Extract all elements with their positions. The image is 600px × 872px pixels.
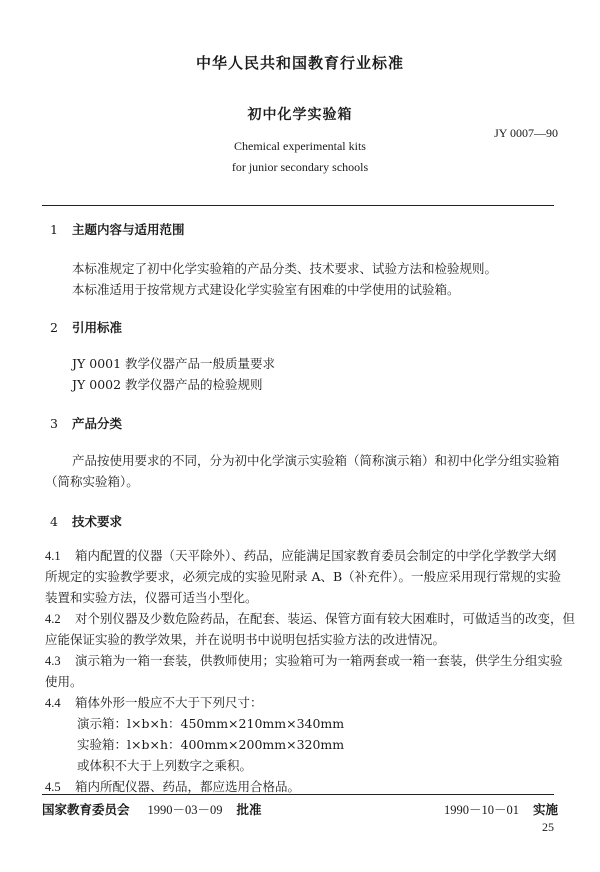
clause-4-1-line-1 (45, 545, 556, 567)
standard-number: JY 0007—90 (494, 126, 558, 140)
clause-4-1-number: 4.1 (45, 549, 61, 563)
section-1-paragraph-2: 本标准适用于按常规方式建设化学实验室有困难的中学使用的试验箱。 (72, 282, 460, 297)
clause-4-1-text-1: 箱内配置的仪器（天平除外）、药品，应能满足国家教育委员会制定的中学化学教学大纲 (75, 548, 557, 563)
clause-4-2-line-2: 应能保证实验的教学效果，并在说明书中说明包括实验方法的改进情况。 (45, 632, 446, 647)
section-1-heading (50, 220, 185, 238)
implementation-label: 实施 (532, 802, 558, 817)
approval-label: 批准 (236, 802, 262, 817)
section-2-number: 2 (50, 320, 58, 335)
section-4-number: 4 (50, 514, 58, 529)
section-2-title: 引用标准 (72, 320, 123, 335)
clause-4-2-text-1: 对个别仪器及少数危险药品，在配套、装运、保管方面有较大困难时，可做适当的改变，但 (75, 611, 576, 626)
footer-divider (42, 794, 554, 795)
section-3-paragraph-line-1: 产品按使用要求的不同，分为初中化学演示实验箱（简称演示箱）和初中化学分组实验箱 (72, 453, 560, 468)
implementation-line (444, 800, 558, 818)
clause-4-3-line-2: 使用。 (45, 674, 83, 689)
clause-4-4-text-1: 箱体外形一般应不大于下列尺寸： (75, 695, 263, 710)
reference-jy0001: JY 0001 教学仪器产品一般质量要求 (72, 356, 276, 371)
reference-jy0002: JY 0002 教学仪器产品的检验规则 (72, 377, 263, 392)
page-number: 25 (542, 820, 554, 834)
clause-4-1-line-2: 所规定的实验教学要求，必须完成的实验见附录 A、B（补充件）。一般应采用现行常规的实验 (45, 569, 561, 584)
implementation-date: 1990－10－01 (443, 803, 519, 817)
english-title-line-2: for junior secondary schools (231, 160, 369, 174)
approval-date: 1990－03－09 (147, 803, 223, 817)
section-2-heading (50, 318, 122, 336)
section-1-number: 1 (50, 222, 58, 237)
clause-4-3-text-1: 演示箱为一箱一套装，供教师使用；实验箱可为一箱两套或一箱一套装，供学生分组实验 (75, 653, 563, 668)
section-1-title: 主题内容与适用范围 (72, 222, 185, 237)
document-title: 初中化学实验箱 (247, 107, 353, 123)
clause-4-4-number: 4.4 (45, 696, 61, 710)
issuing-authority: 国家教育委员会 (42, 802, 130, 817)
clause-4-4-demo-box-size: 演示箱：l×b×h：450mm×210mm×340mm (77, 716, 345, 731)
approval-line (42, 800, 262, 818)
section-1-paragraph-1: 本标准规定了初中化学实验箱的产品分类、技术要求、试验方法和检验规则。 (72, 261, 498, 276)
clause-4-1-line-3: 装置和实验方法，仪器可适当小型化。 (45, 590, 258, 605)
clause-4-3-line-1 (45, 650, 563, 672)
clause-4-4-line-1 (45, 692, 263, 714)
clause-4-5-text-1: 箱内所配仪器、药品，都应选用合格品。 (75, 779, 301, 794)
issuing-category-title: 中华人民共和国教育行业标准 (195, 54, 404, 72)
clause-4-4-experiment-box-size: 实验箱：l×b×h：400mm×200mm×320mm (77, 737, 345, 752)
section-3-number: 3 (50, 416, 58, 431)
clause-4-3-number: 4.3 (45, 654, 61, 668)
section-4-title: 技术要求 (72, 514, 123, 529)
english-title-line-1: Chemical experimental kits (234, 139, 366, 153)
section-3-title: 产品分类 (72, 416, 123, 431)
section-3-paragraph-line-2: （简称实验箱）。 (45, 474, 139, 489)
clause-4-2-number: 4.2 (45, 612, 61, 626)
clause-4-5-number: 4.5 (45, 780, 61, 794)
section-3-heading (50, 414, 122, 432)
clause-4-2-line-1 (45, 608, 575, 630)
section-4-heading (50, 512, 122, 530)
header-divider (42, 205, 554, 206)
clause-4-4-volume-note: 或体积不大于上列数字之乘积。 (77, 758, 253, 773)
